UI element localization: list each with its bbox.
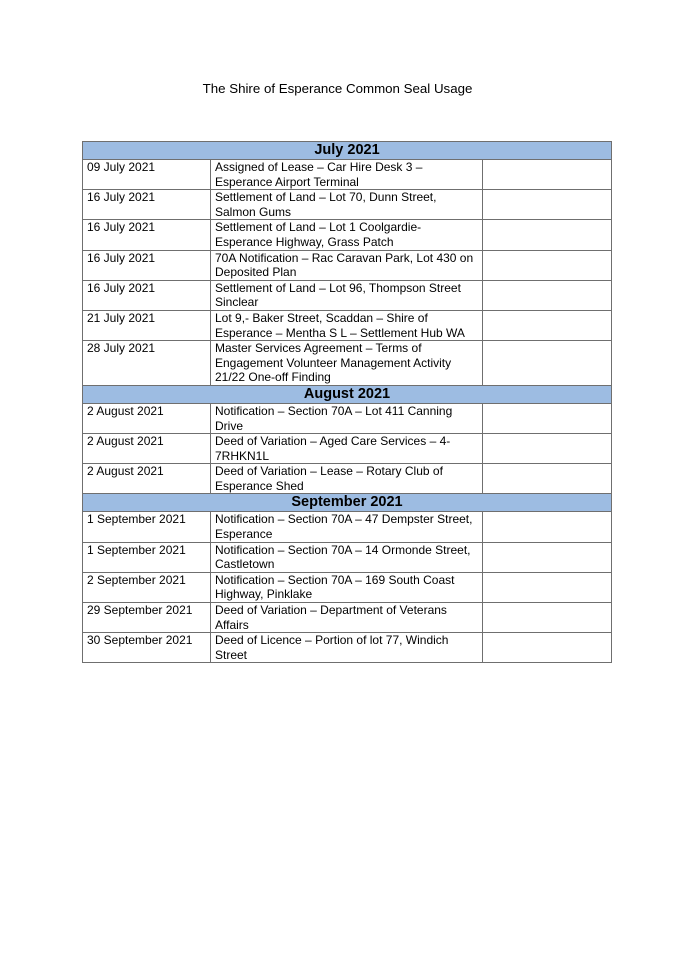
note-cell	[483, 464, 612, 494]
note-cell	[483, 280, 612, 310]
table-row	[83, 464, 612, 494]
table-row	[83, 190, 612, 220]
date-cell: 1 September 2021	[83, 512, 211, 542]
note-cell	[483, 310, 612, 340]
note-cell	[483, 160, 612, 190]
table-row	[83, 572, 612, 602]
table-row	[83, 280, 612, 310]
common-seal-usage-table	[82, 141, 612, 663]
date-cell: 16 July 2021	[83, 280, 211, 310]
note-cell	[483, 434, 612, 464]
date-cell: 1 September 2021	[83, 542, 211, 572]
date-cell: 16 July 2021	[83, 220, 211, 250]
note-cell	[483, 220, 612, 250]
date-cell: 21 July 2021	[83, 310, 211, 340]
table-row	[83, 512, 612, 542]
description-cell: Notification – Section 70A – 47 Dempster Street, Esperance	[211, 512, 483, 542]
note-cell	[483, 190, 612, 220]
table-row	[83, 341, 612, 386]
description-cell: Deed of Variation – Aged Care Services – 4-7RHKN1L	[211, 434, 483, 464]
description-cell: Master Services Agreement – Terms of Engagement Volunteer Management Activity 21/22 One-off Finding	[211, 341, 483, 386]
description-cell: Settlement of Land – Lot 1 Coolgardie-Esperance Highway, Grass Patch	[211, 220, 483, 250]
date-cell: 30 September 2021	[83, 633, 211, 663]
description-cell: Deed of Variation – Department of Veterans Affairs	[211, 603, 483, 633]
description-cell: 70A Notification – Rac Caravan Park, Lot 430 on Deposited Plan	[211, 250, 483, 280]
table-row	[83, 542, 612, 572]
date-cell: 09 July 2021	[83, 160, 211, 190]
month-header-row	[83, 385, 612, 403]
table-row	[83, 434, 612, 464]
date-cell: 16 July 2021	[83, 250, 211, 280]
description-cell: Notification – Section 70A – 169 South Coast Highway, Pinklake	[211, 572, 483, 602]
description-cell: Settlement of Land – Lot 70, Dunn Street, Salmon Gums	[211, 190, 483, 220]
note-cell	[483, 250, 612, 280]
table-row	[83, 160, 612, 190]
date-cell: 16 July 2021	[83, 190, 211, 220]
note-cell	[483, 572, 612, 602]
description-cell: Notification – Section 70A – 14 Ormonde Street, Castletown	[211, 542, 483, 572]
table-row	[83, 603, 612, 633]
table-row	[83, 633, 612, 663]
table-row	[83, 250, 612, 280]
date-cell: 2 August 2021	[83, 464, 211, 494]
month-header-row	[83, 494, 612, 512]
description-cell: Deed of Licence – Portion of lot 77, Windich Street	[211, 633, 483, 663]
month-heading: September 2021	[83, 494, 612, 512]
description-cell: Settlement of Land – Lot 96, Thompson Street Sinclear	[211, 280, 483, 310]
note-cell	[483, 403, 612, 433]
description-cell: Deed of Variation – Lease – Rotary Club of Esperance Shed	[211, 464, 483, 494]
description-cell: Lot 9,- Baker Street, Scaddan – Shire of Esperance – Mentha S L – Settlement Hub WA	[211, 310, 483, 340]
date-cell: 29 September 2021	[83, 603, 211, 633]
date-cell: 2 September 2021	[83, 572, 211, 602]
month-header-row	[83, 142, 612, 160]
note-cell	[483, 512, 612, 542]
table-row	[83, 310, 612, 340]
date-cell: 2 August 2021	[83, 434, 211, 464]
note-cell	[483, 603, 612, 633]
table-row	[83, 220, 612, 250]
table-row	[83, 403, 612, 433]
date-cell: 28 July 2021	[83, 341, 211, 386]
note-cell	[483, 341, 612, 386]
note-cell	[483, 542, 612, 572]
description-cell: Notification – Section 70A – Lot 411 Canning Drive	[211, 403, 483, 433]
month-heading: August 2021	[83, 385, 612, 403]
description-cell: Assigned of Lease – Car Hire Desk 3 – Esperance Airport Terminal	[211, 160, 483, 190]
note-cell	[483, 633, 612, 663]
month-heading: July 2021	[83, 142, 612, 160]
document-title: The Shire of Esperance Common Seal Usage	[202, 81, 473, 96]
date-cell: 2 August 2021	[83, 403, 211, 433]
